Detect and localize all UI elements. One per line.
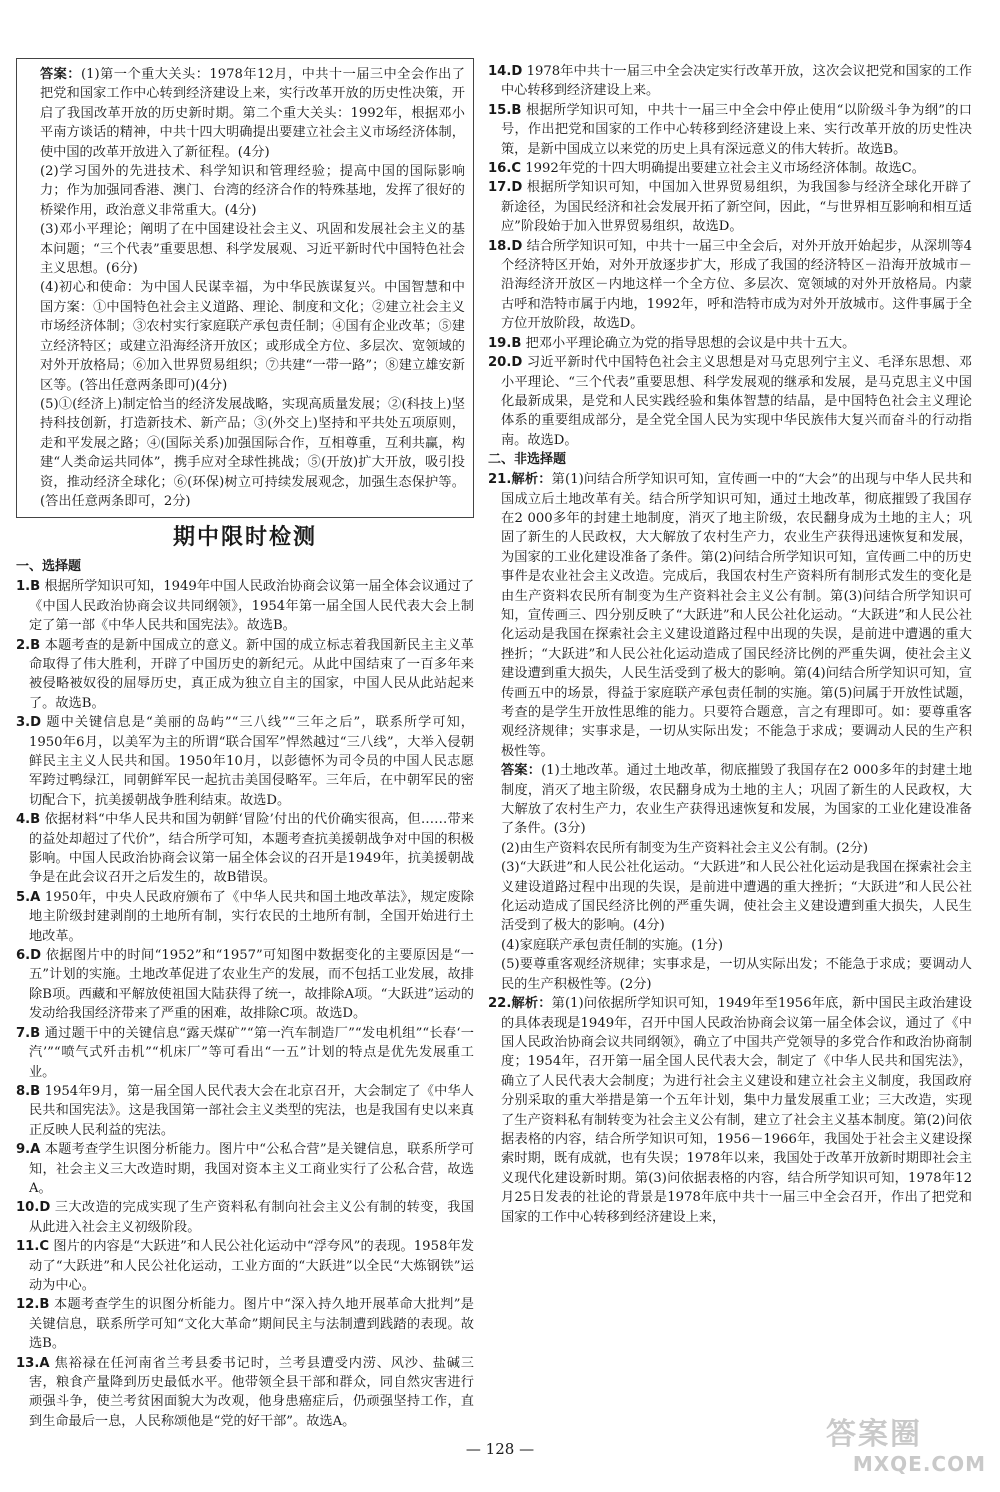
question-lead: 22.解析：: [488, 996, 552, 1012]
choice-item: [16, 713, 474, 810]
choice-number: 11.C: [16, 1239, 50, 1255]
choice-number: 6.D: [16, 948, 42, 964]
choice-item: [488, 353, 972, 450]
watermark-logo: [826, 1418, 986, 1482]
choice-number: 5.A: [16, 889, 41, 905]
choice-item: [16, 888, 474, 946]
left-item-list: [16, 577, 474, 1431]
choice-explanation: 本题考查学生的识图分析能力。图片中“深入持久地开展革命大批判”是关键信息，联系所学可知“文化大革命”期间民主与法制遭到践踏的表现。故选B。: [29, 1297, 474, 1352]
answer-text: (1)土地改革。通过土地改革，彻底摧毁了我国存在2 000多年的封建土地制度，消灭了地主阶级，农民翻身成为土地的主人；巩固了新生的人民政权，大大解放了农村生产力，农业生产获得迅速恢复和发展，为国家的工业化建设准备了条件。(3分): [501, 763, 973, 837]
page-number: — 128 —: [465, 1440, 535, 1458]
watermark-bottom: MXQE.COM: [852, 1452, 986, 1476]
choice-item: [16, 1140, 474, 1198]
choice-item: [16, 946, 474, 1024]
answer-paragraph: (3)“大跃进”和人民公社化运动。“大跃进”和人民公社化运动是我国在探索社会主义建设道路过程中出现的失误，是前进中遭遇的重大挫折；“大跃进”和人民公社化运动造成了国民经济比例的严重失调，使社会主义建设遭到重大损失，人民生活受到了极大的影响。(4分): [501, 860, 972, 934]
box-text: (1)第一个重大关头：1978年12月，中共十一届三中全会作出了把党和国家工作中心转到经济建设上来，实行改革开放的历史性决策，开启了我国改革开放的历史新时期。第二个重大关头：1992年，根据邓小平南方谈话的精神，中共十四大明确提出要建立社会主义市场经济体制，使中国的改革开放进入了新征程。(4分): [40, 67, 465, 160]
answer-paragraph: (5)要尊重客观经济规律；实事求是，一切从实际出发；不能急于求成；要调动人民的生产积极性等。(2分): [501, 957, 972, 992]
section-heading: 一、选择题: [16, 559, 82, 575]
choice-number: 19.B: [488, 335, 522, 351]
choice-item: [488, 62, 972, 101]
choice-explanation: 根据所学知识可知，1949年中国人民政治协商会议第一届全体会议通过了《中国人民政治协商会议共同纲领》，1954年第一届全国人民代表大会上制定了第一部《中华人民共和国宪法》。故选B。: [29, 579, 474, 634]
answer-paragraph: [488, 761, 972, 839]
choice-item: [488, 159, 972, 178]
choice-number: 8.B: [16, 1083, 41, 1099]
choice-number: 4.B: [16, 812, 41, 828]
choice-explanation: 1954年9月，第一届全国人民代表大会在北京召开，大会制定了《中华人民共和国宪法》。这是我国第一部社会主义类型的宪法，也是我国有史以来真正反映人民利益的宪法。: [29, 1083, 474, 1138]
box-paragraph: (5)①(经济上)制定恰当的经济发展战略，实现高质量发展；②(科技上)坚持科技创新，打造新技术、新产品；③(外交上)坚持和平共处五项原则，走和平发展之路；④(国际关系)加强国际合作，互相尊重，互利共赢，构建“人类命运共同体”，携手应对全球性挑战；⑤(开放)扩大开放，吸引投资，推动经济全球化；⑥(环保)树立可持续发展观念，加强生态保护等。(答出任意两条即可，2分): [40, 396, 465, 509]
box-paragraph: (4)初心和使命：为中国人民谋幸福，为中华民族谋复兴。中国智慧和中国方案：①中国特色社会主义道路、理论、制度和文化；②建立社会主义市场经济体制；③农村实行家庭联产承包责任制；④国有企业改革；⑤建立经济特区；或建立沿海经济开放区；或形成全方位、多层次、宽领域的对外开放格局；⑥加入世界贸易组织；⑦共建“一带一路”；⑧建立雄安新区等。(答出任意两条即可)(4分): [40, 280, 465, 393]
choice-number: 9.A: [16, 1142, 41, 1158]
answer-paragraph: (4)家庭联产承包责任制的实施。(1分): [501, 937, 723, 953]
choice-explanation: 依据图片中的时间“1952”和“1957”可知图中数据变化的主要原因是“一五”计划的实施。土地改革促进了农业生产的发展，而不包括工业发展，故排除B项。西藏和平解放使祖国大陆获得了统一，故排除A项。“大跃进”运动的发动给我国经济带来了严重的困难，故排除C项。故选D。: [29, 948, 474, 1022]
section-heading: 二、非选择题: [488, 452, 567, 468]
analysis-text: 第(1)问结合所学知识可知，宣传画一中的“大会”的出现与中华人民共和国成立后土地改革有关。结合所学知识可知，通过土地改革，彻底摧毁了我国存在2 000多年的封建土地制度，消灭了地主阶级，农民翻身成为土地的主人；巩固了新生的人民政权，大大解放了农村生产力，农业生产获得迅速恢复和发展，为国家的工业化建设准备了条件。第(2)问结合所学知识可知，宣传画二中的历史事件是农业社会主义改造。完成后，我国农村生产资料所有制形式发生的变化是由生产资料农民所有制变为生产资料社会主义公有制。第(3)问结合所学知识可知，宣传画三、四分别反映了“大跃进”和人民公社化运动。“大跃进”和人民公社化运动是我国在探索社会主义建设道路过程中出现的失误，是前进中遭遇的重大挫折；“大跃进”和人民公社化运动造成了国民经济比例的严重失调，使社会主义建设遭到重大损失，人民生活受到了极大的影响。第(4)问结合所学知识可知，宣传画五中的场景，得益于家庭联产承包责任制的实施。第(5)问属于开放性试题，考查的是学生开放性思维的能力。只要符合题意，言之有理即可。如：要尊重客观经济规律；实事求是，一切从实际出发；不能急于求成；要调动人民的生产积极性等。: [501, 472, 972, 759]
choice-number: 3.D: [16, 715, 42, 731]
choice-item: [488, 334, 972, 353]
choice-number: 12.B: [16, 1297, 50, 1313]
section-title: 期中限时检测: [172, 525, 317, 551]
choice-explanation: 根据所学知识可知，中国加入世界贸易组织，为我国参与经济全球化开辟了新途径，为国民经济和社会发展开拓了新空间，因此，“与世界相互影响和相互适应”阶段始于加入世界贸易组织，故选D。: [501, 180, 972, 235]
choice-item: [16, 1237, 474, 1295]
choice-explanation: 1978年中共十一届三中全会决定实行改革开放，这次会议把党和国家的工作中心转移到经济建设上来。: [501, 64, 972, 99]
answer-box: [16, 58, 474, 518]
choice-number: 17.D: [488, 180, 523, 196]
choice-explanation: 把邓小平理论确立为党的指导思想的会议是中共十五大。: [525, 335, 856, 351]
left-column: [16, 58, 474, 1431]
right-item-list: [488, 62, 972, 450]
choice-number: 1.B: [16, 579, 41, 595]
choice-item: [16, 1024, 474, 1082]
box-paragraph: (3)邓小平理论；阐明了在中国建设社会主义、巩固和发展社会主义的基本问题；“三个代表”重要思想、科学发展观、习近平新时代中国特色社会主义思想。(6分): [40, 222, 465, 277]
choice-item: [16, 810, 474, 888]
choice-explanation: 通过题干中的关键信息“露天煤矿”“第一汽车制造厂”“发电机组”“长春‘一汽’”“喷气式歼击机”“机床厂”等可看出“一五”计划的特点是优先发展重工业。: [29, 1025, 474, 1080]
choice-item: [16, 577, 474, 635]
choice-number: 7.B: [16, 1025, 41, 1041]
choice-number: 14.D: [488, 64, 523, 79]
choice-number: 13.A: [16, 1355, 50, 1371]
choice-item: [16, 636, 474, 714]
choice-item: [16, 1082, 474, 1140]
question-lead: 21.解析：: [488, 472, 552, 488]
choice-number: 20.D: [488, 355, 523, 371]
choice-number: 16.C: [488, 161, 522, 177]
choice-item: [16, 1198, 474, 1237]
choice-explanation: 本题考查学生识图分析能力。图片中“公私合营”是关键信息，联系所学可知，社会主义三大改造时期，我国对资本主义工商业实行了公私合营，故选A。: [29, 1142, 475, 1196]
choice-number: 18.D: [488, 238, 523, 254]
choice-explanation: 根据所学知识可知，中共十一届三中全会中停止使用“以阶级斗争为纲”的口号，作出把党和国家的工作中心转移到经济建设上来、实行改革开放的历史性决策，是新中国成立以来党的历史上具有深远意义的伟大转折。故选B。: [501, 102, 972, 157]
choice-item: [16, 1354, 474, 1432]
choice-number: 15.B: [488, 102, 522, 118]
right-column: [488, 62, 972, 1227]
analysis-text: 第(1)问依据所学知识可知，1949年至1956年底，新中国民主政治建设的具体表现是1949年，召开中国人民政治协商会议第一届全体会议，通过了《中国人民政治协商会议共同纲领》，确立了中国共产党领导的多党合作和政治协商制度；1954年，召开第一届全国人民代表大会，制定了《中华人民共和国宪法》，确立了人民代表大会制度；为进行社会主义建设和建立社会主义制度，我国政府分别采取的重大举措是第一个五年计划，集中力量发展重工业；三大改造，实现了生产资料私有制转变为社会主义公有制，建立了社会主义基本制度。第(2)问依据表格的内容，结合所学知识可知，1956－1966年，我国处于社会主义建设探索时期，既有成就，也有失误；1978年以来，我国处于改革开放新时期即社会主义现代化建设新时期。第(3)问依据表格的内容，结合所学知识可知，1978年12月25日发表的社论的背景是1978年底中共十一届三中全会召开，作出了把党和国家的工作中心转移到经济建设上来，: [501, 996, 972, 1225]
choice-number: 10.D: [16, 1200, 51, 1216]
choice-item: [488, 178, 972, 236]
watermark-top: 答案圈: [826, 1417, 922, 1452]
choice-item: [16, 1295, 474, 1353]
choice-number: 2.B: [16, 637, 41, 653]
choice-explanation: 题中关键信息是“美丽的岛屿”“三八线”“三年之后”，联系所学可知，1950年6月，以美军为主的所谓“联合国军”悍然越过“三八线”，大举入侵朝鲜民主主义人民共和国。1950年10月，以彭德怀为司令员的中国人民志愿军跨过鸭绿江，同朝鲜军民一起抗击美国侵略军。三年后，在中朝军民的密切配合下，抗美援朝战争胜利结束。故选D。: [29, 715, 474, 808]
choice-explanation: 习近平新时代中国特色社会主义思想是对马克思列宁主义、毛泽东思想、邓小平理论、“三个代表”重要思想、科学发展观的继承和发展，是马克思主义中国化最新成果，是党和人民实践经验和集体智慧的结晶，是中国特色社会主义理论体系的重要组成部分，是全党全国人民为实现中华民族伟大复兴而奋斗的行动指南。故选D。: [501, 355, 972, 448]
answer-paragraph: (2)由生产资料农民所有制变为生产资料社会主义公有制。(2分): [501, 840, 869, 856]
choice-explanation: 本题考查的是新中国成立的意义。新中国的成立标志着我国新民主主义革命取得了伟大胜利，开辟了中国历史的新纪元。从此中国结束了一百多年来被侵略被奴役的屈辱历史，真正成为独立自主的国家，中国人民从此站起来了。故选B。: [29, 637, 474, 711]
choice-explanation: 三大改造的完成实现了生产资料私有制向社会主义公有制的转变，我国从此进入社会主义初级阶段。: [29, 1200, 474, 1235]
choice-explanation: 1992年党的十四大明确提出要建立社会主义市场经济体制。故选C。: [525, 161, 925, 177]
question-analysis: [488, 470, 972, 761]
answer-label: 答案：: [40, 67, 81, 82]
question-analysis: [488, 994, 972, 1227]
choice-explanation: 结合所学知识可知，中共十一届三中全会后，对外开放开始起步，从深圳等4个经济特区开始，对外开放逐步扩大，形成了我国的经济特区－沿海开放城市－沿海经济开放区－内地这样一个全方位、多层次、宽领域的对外开放格局。内蒙古呼和浩特市属于内地，1992年，呼和浩特市成为对外开放城市。这件事属于全方位开放阶段，故选D。: [501, 238, 972, 332]
box-paragraph: (2)学习国外的先进技术、科学知识和管理经验；提高中国的国际影响力；作为加强同香港、澳门、台湾的经济合作的特殊基地，发挥了很好的桥梁作用，政治意义非常重大。(4分): [40, 164, 465, 218]
choice-explanation: 图片的内容是“大跃进”和人民公社化运动中“浮夸风”的表现。1958年发动了“大跃进”和人民公社化运动，工业方面的“大跃进”以全民“大炼钢铁”运动为中心。: [29, 1239, 474, 1293]
choice-item: [488, 101, 972, 159]
answer-label: 答案：: [501, 763, 542, 779]
choice-explanation: 1950年，中央人民政府颁布了《中华人民共和国土地改革法》，规定废除地主阶级封建剥削的土地所有制，实行农民的土地所有制，全国开始进行土地改革。: [29, 889, 474, 944]
choice-explanation: 依据材料“中华人民共和国为朝鲜‘冒险’付出的代价确实很高，但……带来的益处却超过了代价”，结合所学可知，本题考查抗美援朝战争对中国的积极影响。中国人民政治协商会议第一届全体会议的召开是1949年，抗美援朝战争是在此会议召开之后发生的，故B错误。: [29, 812, 474, 886]
choice-item: [488, 237, 972, 334]
box-paragraph: [27, 65, 465, 162]
choice-explanation: 焦裕禄在任河南省兰考县委书记时，兰考县遭受内涝、风沙、盐碱三害，粮食产量降到历史最低水平。他带领全县干部和群众，同自然灾害进行顽强斗争，使兰考贫困面貌大为改观，他身患癌症后，仍顽强坚持工作，直到生命最后一息，人民称颂他是“党的好干部”。故选A。: [29, 1355, 474, 1429]
